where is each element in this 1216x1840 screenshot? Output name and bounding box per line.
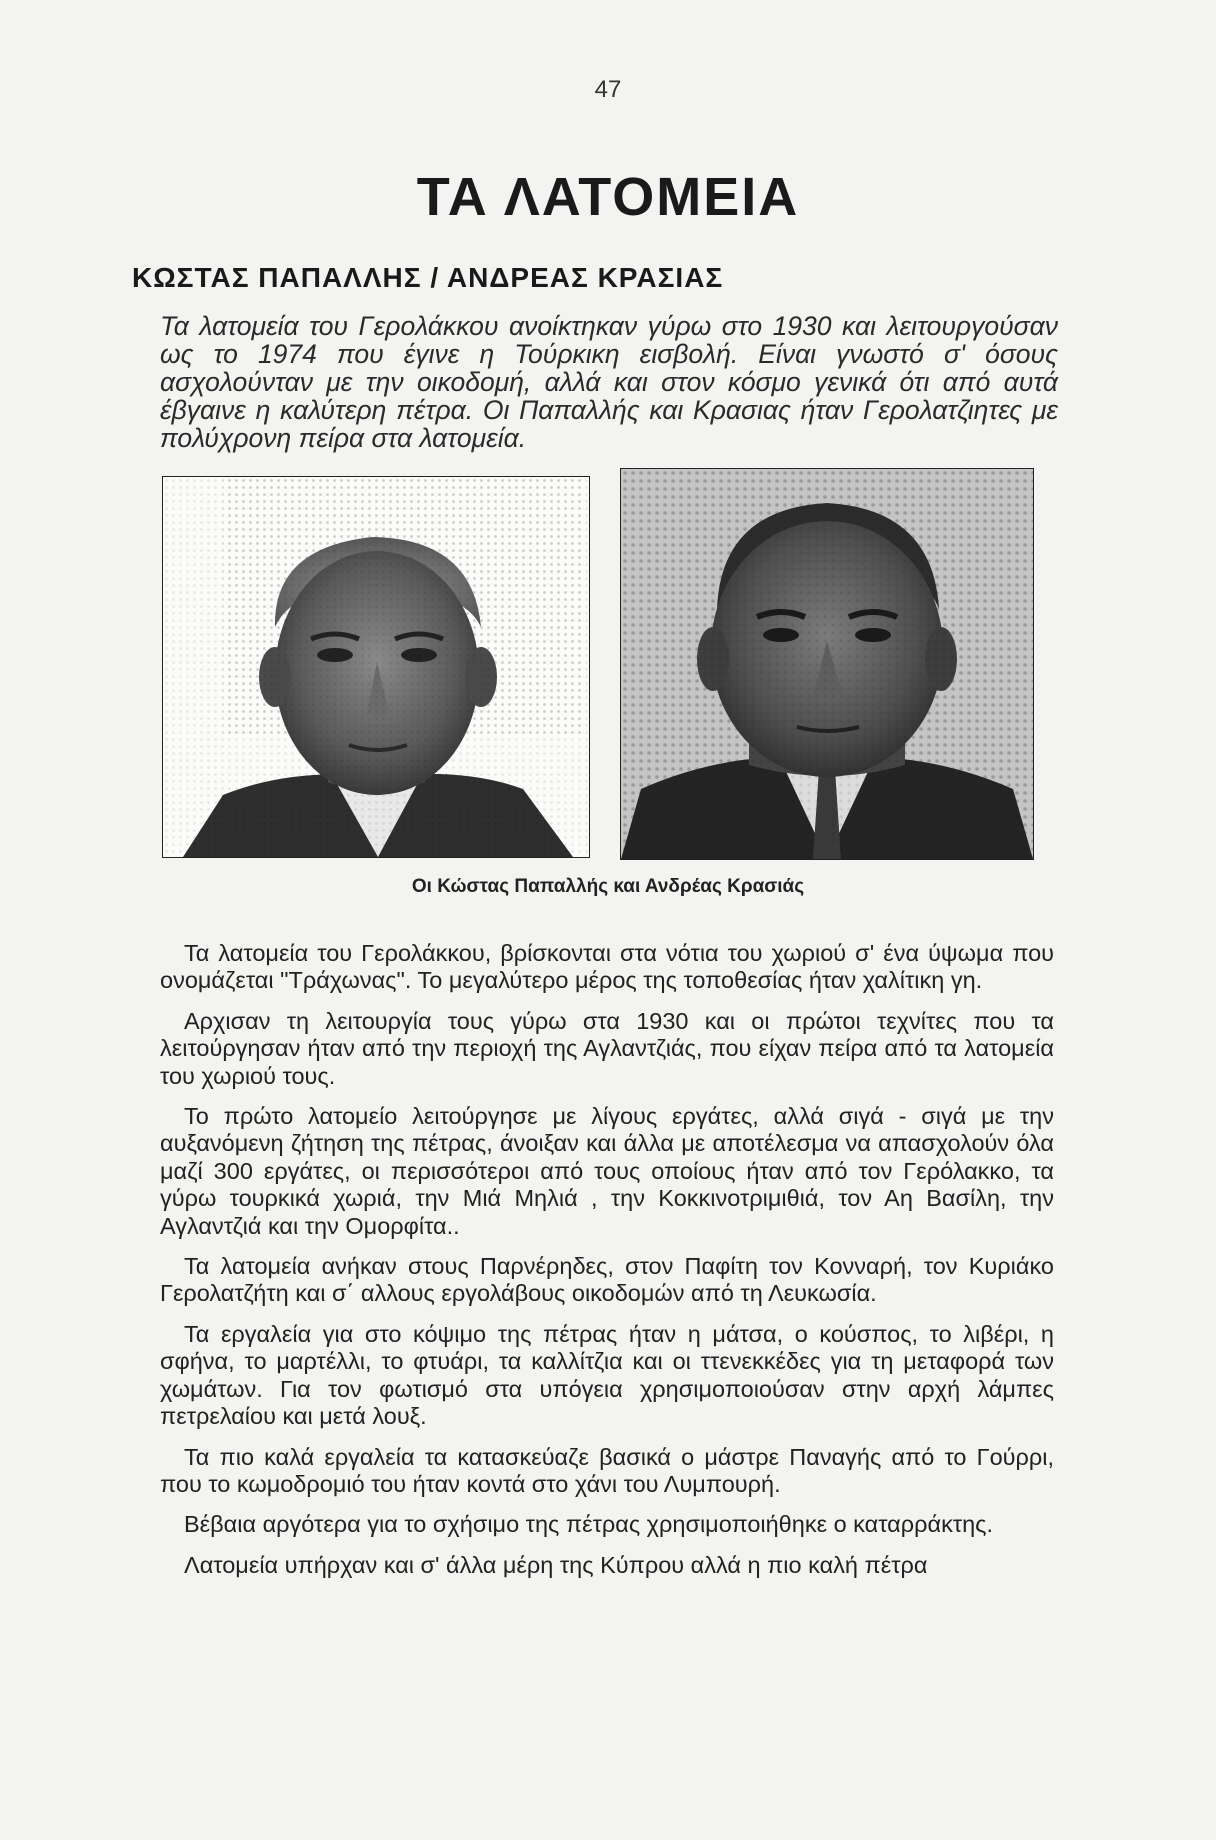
body-paragraph: Βέβαια αργότερα για το σχήσιμο της πέτρας χρησιμοποιήθηκε ο καταρράκτης. xyxy=(184,1511,994,1538)
portrait-photo-kostas-papallis-icon xyxy=(163,477,589,857)
portrait-photo-right xyxy=(620,468,1034,860)
body-text xyxy=(160,940,1054,1592)
portrait-photo-andreas-krasias-icon xyxy=(621,469,1033,859)
body-paragraph: Το πρώτο λατομείο λειτούργησε με λίγους εργάτες, αλλά σιγά - σιγά με την αυξανόμενη ζήτηση της πέτρας, άνοιξαν και άλλα με αποτέλεσμα να απασχολούν όλα μαζί 300 εργάτες, οι περισσότεροι από τους οποίους ήταν από τον Γερόλακκο, τα γύρω τουρκικά χωριά, την Μιά Μηλιά , την Κοκκινοτριμιθιά, τον Αη Βασίλη, την Αγλαντζιά και την Ομορφίτα.. xyxy=(160,1103,1054,1239)
body-paragraph: Τα λατομεία του Γερολάκκου, βρίσκονται στα νότια του χωριού σ' ένα ύψωμα που ονομάζεται "Τράχωνας". Το μεγαλύτερο μέρος της τοποθεσίας ήταν χαλίτικη γη. xyxy=(160,940,1054,994)
portrait-photo-left xyxy=(162,476,590,858)
authors-heading: ΚΩΣΤΑΣ ΠΑΠΑΛΛΗΣ / ΑΝΔΡΕΑΣ ΚΡΑΣΙΑΣ xyxy=(132,262,724,293)
photo-caption: Οι Κώστας Παπαλλής και Ανδρέας Κρασιάς xyxy=(411,876,805,897)
body-paragraph: Τα πιο καλά εργαλεία τα κατασκεύαζε βασικά ο μάστρε Παναγής από το Γούρρι, που το κωμοδρομιό του ήταν κοντά στο χάνι του Λυμπουρή. xyxy=(160,1443,1054,1497)
body-paragraph: Λατομεία υπήρχαν και σ' άλλα μέρη της Κύπρου αλλά η πιο καλή πέτρα xyxy=(184,1551,928,1578)
body-paragraph: Τα λατομεία ανήκαν στους Παρνέρηδες, στον Παφίτη τον Κονναρή, τον Κυριάκο Γερολατζήτη και σ΄ αλλους εργολάβους οικοδομών από τη Λευκωσία. xyxy=(160,1253,1054,1307)
page-title: ΤΑ ΛΑΤΟΜΕΙΑ xyxy=(416,167,800,227)
body-paragraph: Αρχισαν τη λειτουργία τους γύρω στα 1930 και οι πρώτοι τεχνίτες που τα λειτούργησαν ήταν από την περιοχή της Αγλαντζιάς, που είχαν πείρα από τα λατομεία του χωριού τους. xyxy=(160,1007,1054,1089)
body-paragraph: Τα εργαλεία για στο κόψιμο της πέτρας ήταν η μάτσα, ο κούσπος, το λιβέρι, η σφήνα, το μαρτέλλι, το φτυάρι, τα καλλίτζια και οι ττενεκκέδες για τη μεταφορά των χωμάτων. Για τον φωτισμό στα υπόγεια χρησιμοποιούσαν στην αρχή λάμπες πετρελαίου και μετά λουξ. xyxy=(160,1320,1054,1430)
intro-paragraph: Τα λατομεία του Γερολάκκου ανοίκτηκαν γύρω στο 1930 και λειτουργούσαν ως το 1974 που έγινε η Τούρκικη εισβολή. Είναι γνωστό σ' όσους ασχολούνταν με την οικοδομή, αλλά και στον κόσμο γενικά ότι από αυτά έβγαινε η καλύτερη πέτρα. Οι Παπαλλής και Κρασιας ήταν Γερολατζιητες με πολύχρονη πείρα στα λατομεία. xyxy=(160,311,1058,453)
page-number: 47 xyxy=(594,76,622,103)
